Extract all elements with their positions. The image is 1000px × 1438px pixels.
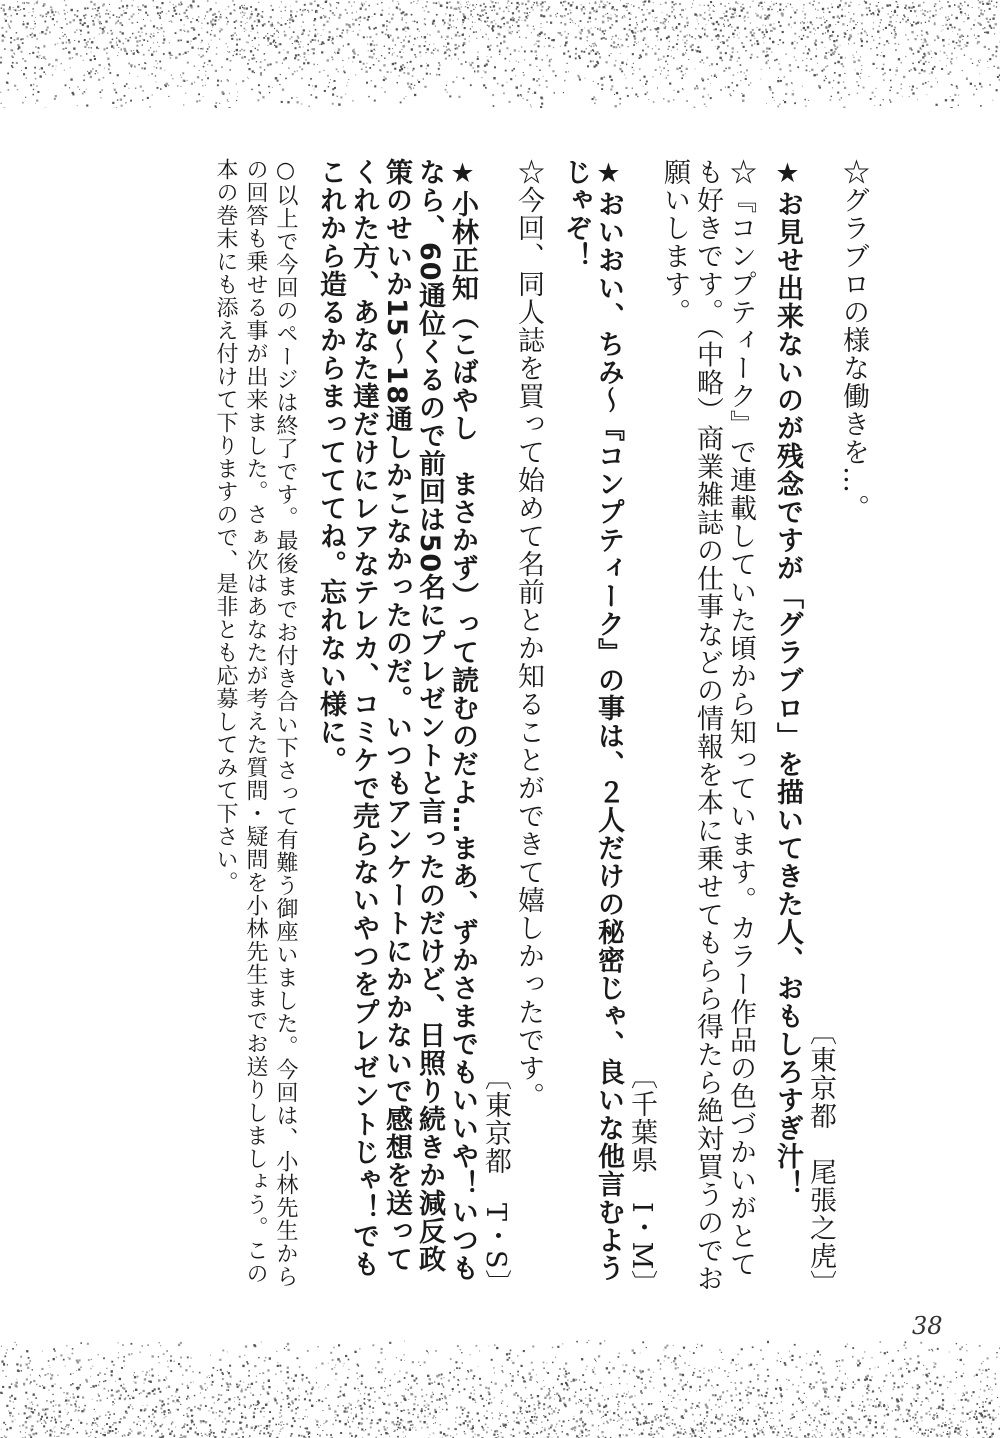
letter-3-signature: 〔東京都 T・S〕	[480, 1063, 511, 1298]
letter-1-question: ☆グラブロの様な働きを…。 〔東京都 尾張之虎〕	[805, 158, 869, 1298]
letter-1-signature: 〔東京都 尾張之虎〕	[805, 1018, 836, 1298]
letter-3-question: ☆今回、同人誌を買って始めて名前とか知ることができて嬉しかったです。 〔東京都 T・S〕	[480, 158, 544, 1298]
letter-2-signature: 〔千葉県 I・M〕	[626, 1061, 657, 1298]
page-number: 38	[912, 1312, 943, 1340]
bottom-halftone-texture	[0, 1340, 1000, 1438]
letters-column-block	[170, 158, 870, 1298]
top-halftone-texture	[0, 0, 1000, 108]
letter-1-answer: ★お見せ出来ないのが残念ですが「グラブロ」を描いてきた人、おもしろすぎ汁！	[772, 158, 803, 1198]
letter-2-answer: ★おいおい、ちみ～『コンプティーク』の事は、２人だけの秘密じゃ、良いな他言むようじゃぞ！	[560, 158, 624, 1282]
letter-3-answer: ★小林正知（こばやし まさかず）って読むのだよ…まあ、ずかさまでもいいや！いつもなら、60通位くるので前回は50名にプレゼントと言ったのだけど、日照り続きか減反政策のせいか15～18通しかこなかったのだ。いつもアンケートにかかないで感想を送ってくれた方、あなた達だけにレアなテレカ、コミケで売らないやつをプレゼントじゃ！でもこれから造るからまってててね。忘れない様に。	[315, 158, 478, 1282]
letter-2-question: ☆『コンプティーク』で連載していた頃から知っています。カラー作品の色づかいがとても好きです。（中略）商業雑誌の仕事などの情報を本に乗せてもらら得たら絶対買うのでお願いします。 〔千葉県 I・M〕	[626, 158, 756, 1298]
closing-note: ○以上で今回のページは終了です。最後までお付き合い下さって有難う御座いました。今回は、小林先生からの回答も乗せる事が出来ました。さぁ次はあなたが考えた質問・疑問を小林先生までお送りしましょう。この本の巻末にも添え付けて下りますので、是非とも応募してみて下さい。	[213, 158, 298, 1288]
